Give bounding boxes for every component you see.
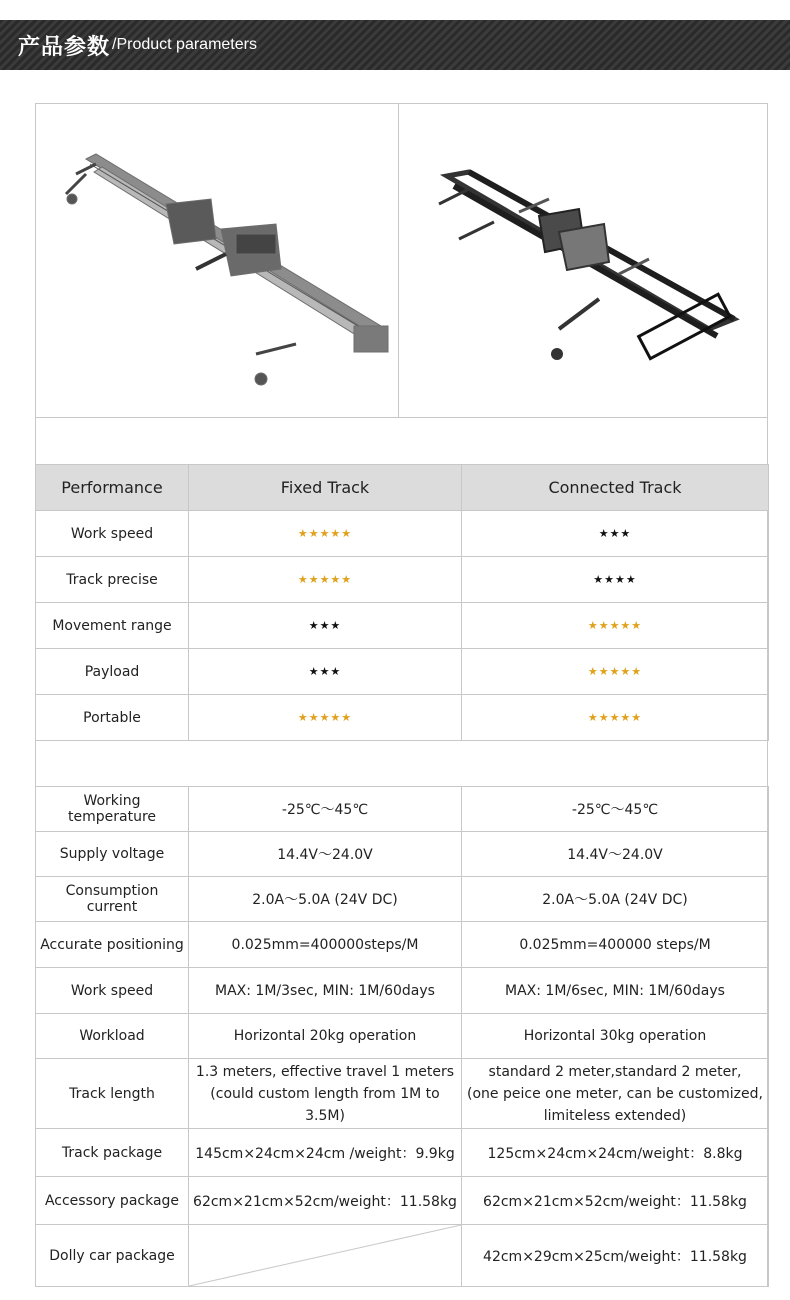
row-label: Movement range	[36, 603, 189, 649]
row-label: Work speed	[36, 511, 189, 557]
table-row	[36, 557, 769, 603]
connected-rating: ★★★	[462, 511, 769, 557]
fixed-value-empty	[189, 1225, 462, 1287]
connected-value: -25℃～45℃	[462, 787, 769, 832]
header-connected-track: Connected Track	[462, 465, 769, 511]
table-row	[36, 1177, 769, 1225]
fixed-value: 2.0A～5.0A (24V DC)	[189, 877, 462, 922]
banner-title-en: /Product parameters	[112, 36, 257, 53]
connected-track-image	[398, 103, 768, 418]
section-banner	[0, 20, 790, 70]
row-label: Track package	[36, 1129, 189, 1177]
connected-value: 14.4V～24.0V	[462, 832, 769, 877]
row-label: Working temperature	[36, 787, 189, 832]
fixed-value: -25℃～45℃	[189, 787, 462, 832]
table-row	[36, 787, 769, 832]
row-label: Supply voltage	[36, 832, 189, 877]
fixed-value: 14.4V～24.0V	[189, 832, 462, 877]
fixed-value: Horizontal 20kg operation	[189, 1014, 462, 1059]
fixed-value: 62cm×21cm×52cm/weight：11.58kg	[189, 1177, 462, 1225]
table-row	[36, 1225, 769, 1287]
connected-rating: ★★★★★	[462, 603, 769, 649]
fixed-rating: ★★★	[189, 649, 462, 695]
connected-rating: ★★★★	[462, 557, 769, 603]
row-label: Portable	[36, 695, 189, 741]
connected-value: standard 2 meter,standard 2 meter, (one peice one meter, can be customized, limiteless extended)	[462, 1059, 769, 1129]
connected-value: 42cm×29cm×25cm/weight：11.58kg	[462, 1225, 769, 1287]
connected-value: MAX: 1M/6sec, MIN: 1M/60days	[462, 968, 769, 1014]
header-fixed-track: Fixed Track	[189, 465, 462, 511]
connected-rating: ★★★★★	[462, 695, 769, 741]
row-label: Accurate positioning	[36, 922, 189, 968]
connected-value: 2.0A～5.0A (24V DC)	[462, 877, 769, 922]
connected-value: 62cm×21cm×52cm/weight：11.58kg	[462, 1177, 769, 1225]
row-label: Payload	[36, 649, 189, 695]
table-row	[36, 695, 769, 741]
fixed-value: 1.3 meters, effective travel 1 meters (could custom length from 1M to 3.5M)	[189, 1059, 462, 1129]
row-label: Track precise	[36, 557, 189, 603]
table-row	[36, 1129, 769, 1177]
specs-table	[35, 786, 769, 1287]
banner-title-zh: 产品参数	[18, 34, 111, 60]
header-performance: Performance	[36, 465, 189, 511]
row-label: Workload	[36, 1014, 189, 1059]
connected-value: 0.025mm=400000 steps/M	[462, 922, 769, 968]
table-row	[36, 603, 769, 649]
fixed-track-image	[35, 103, 399, 418]
connected-value: Horizontal 30kg operation	[462, 1014, 769, 1059]
table-row	[36, 511, 769, 557]
table-row	[36, 649, 769, 695]
row-label: Dolly car package	[36, 1225, 189, 1287]
row-label: Consumption current	[36, 877, 189, 922]
fixed-rating: ★★★★★	[189, 511, 462, 557]
row-label: Accessory package	[36, 1177, 189, 1225]
fixed-value: 0.025mm=400000steps/M	[189, 922, 462, 968]
fixed-value: 145cm×24cm×24cm /weight：9.9kg	[189, 1129, 462, 1177]
table-row	[36, 1014, 769, 1059]
table-row	[36, 968, 769, 1014]
connected-value: 125cm×24cm×24cm/weight：8.8kg	[462, 1129, 769, 1177]
performance-header-row	[36, 465, 769, 511]
connected-rating: ★★★★★	[462, 649, 769, 695]
table-row	[36, 1059, 769, 1129]
row-label: Track length	[36, 1059, 189, 1129]
fixed-rating: ★★★★★	[189, 695, 462, 741]
table-row	[36, 922, 769, 968]
fixed-rating: ★★★	[189, 603, 462, 649]
fixed-value: MAX: 1M/3sec, MIN: 1M/60days	[189, 968, 462, 1014]
diagonal-line	[189, 1225, 461, 1286]
table-row	[36, 877, 769, 922]
performance-table	[35, 464, 769, 741]
row-label: Work speed	[36, 968, 189, 1014]
fixed-rating: ★★★★★	[189, 557, 462, 603]
table-row	[36, 832, 769, 877]
